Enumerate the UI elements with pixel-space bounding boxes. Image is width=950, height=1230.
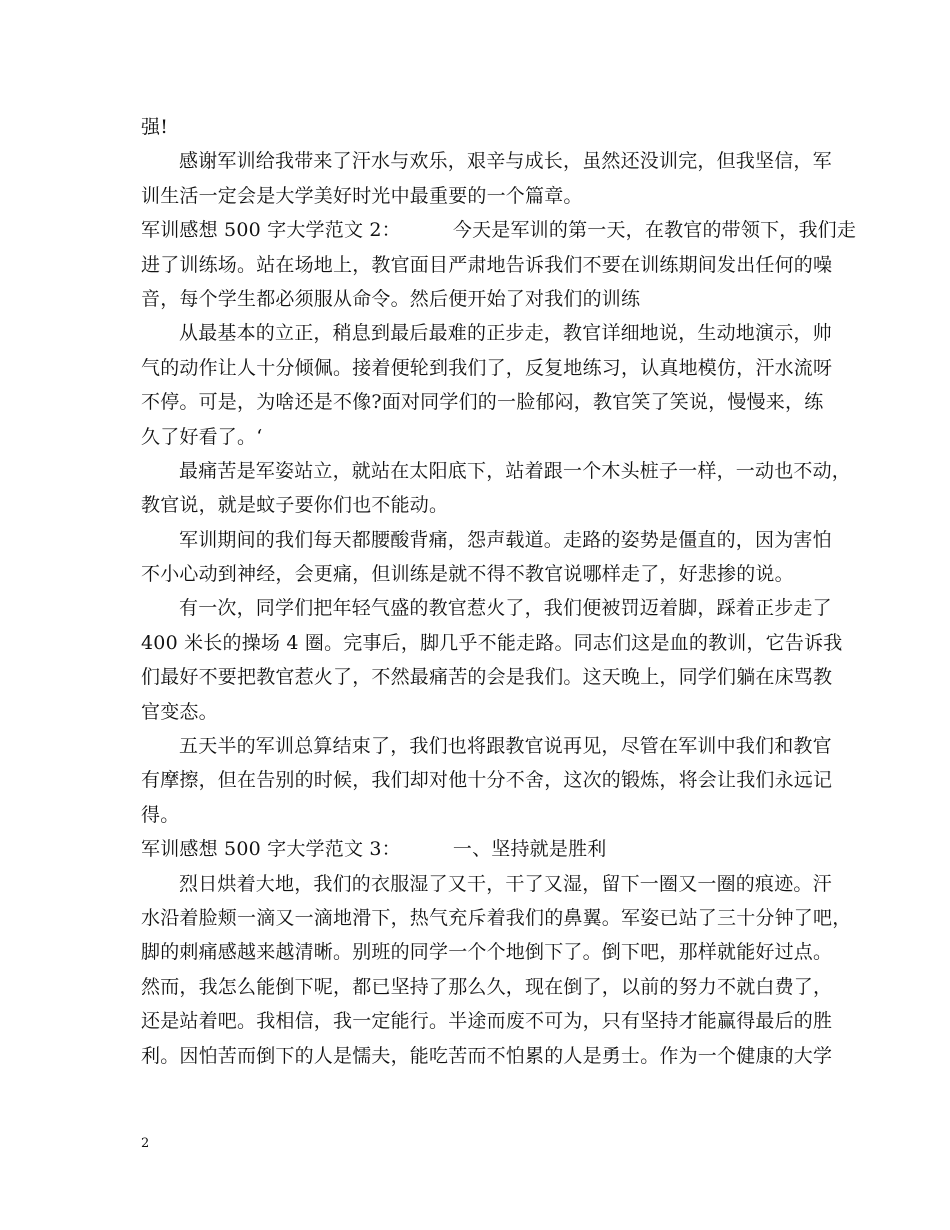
text-line-19: 五天半的军训总算结束了，我们也将跟教官说再见，尽管在军训中我们和教官 xyxy=(179,735,832,758)
text-line-9: 不停。可是，为啥还是不像?面对同学们的一脸郁闷，教官笑了笑说，慢慢来，练 xyxy=(141,391,824,414)
text-line-18: 官变态。 xyxy=(141,700,218,723)
page-number: 2 xyxy=(141,1136,150,1151)
text-line-15: 有一次，同学们把年轻气盛的教官惹火了，我们便被罚迈着脚，踩着正步走了 xyxy=(179,597,832,620)
section-heading-3-subtitle: 一、坚持就是胜利 xyxy=(452,838,607,861)
text-line-17: 们最好不要把教官惹火了，不然最痛苦的会是我们。这天晚上，同学们躺在床骂教 xyxy=(141,666,833,689)
text-line-1: 强! xyxy=(141,116,169,138)
text-line-11: 最痛苦是军姿站立，就站在太阳底下，站着跟一个木头桩子一样，一动也不动， xyxy=(179,459,852,482)
text-line-14: 不小心动到神经，会更痛，但训练是就不得不教官说哪样走了，好悲掺的说。 xyxy=(141,563,794,586)
text-line-7: 从最基本的立正，稍息到最后最难的正步走，教官详细地说，生动地演示，帅 xyxy=(179,322,832,345)
text-line-2: 感谢军训给我带来了汗水与欢乐，艰辛与成长，虽然还没训完，但我坚信，军 xyxy=(179,150,832,173)
section-heading-2 xyxy=(141,213,857,247)
text-line-24: 水沿着脸颊一滴又一滴地滑下，热气充斥着我们的鼻翼。军姿已站了三十分钟了吧， xyxy=(141,906,852,929)
text-line-27: 还是站着吧。我相信，我一定能行。半途而废不可为，只有坚持才能赢得最后的胜 xyxy=(141,1010,833,1033)
text-line-3: 训生活一定会是大学美好时光中最重要的一个篇章。 xyxy=(141,184,583,207)
section-heading-3 xyxy=(141,832,821,866)
section-heading-3-title: 军训感想 500 字大学范文 3： xyxy=(141,838,401,861)
text-line-12: 教官说，就是蚊子要你们也不能动。 xyxy=(141,494,449,517)
text-line-10: 久了好看了。‘ xyxy=(141,425,263,448)
text-line-28: 利。因怕苦而倒下的人是懦夫，能吃苦而不怕累的人是勇士。作为一个健康的大学 xyxy=(141,1044,833,1067)
text-line-21: 得。 xyxy=(141,803,180,826)
section-heading-2-continuation: 今天是军训的第一天，在教官的带领下，我们走 xyxy=(452,219,857,242)
text-line-8: 气的动作让人十分倾佩。接着便轮到我们了，反复地练习，认真地模仿，汗水流呀 xyxy=(141,356,833,379)
text-line-5: 进了训练场。站在场地上，教官面目严肃地告诉我们不要在训练期间发出任何的噪 xyxy=(141,253,833,276)
text-line-26: 然而，我怎么能倒下呢，都已坚持了那么久，现在倒了，以前的努力不就白费了， xyxy=(141,975,833,998)
document-body xyxy=(141,110,857,1073)
section-heading-2-title: 军训感想 500 字大学范文 2： xyxy=(141,219,401,242)
text-line-23: 烈日烘着大地，我们的衣服湿了又干，干了又湿，留下一圈又一圈的痕迹。汗 xyxy=(179,872,832,895)
text-line-20: 有摩擦，但在告别的时候，我们却对他十分不舍，这次的锻炼，将会让我们永远记 xyxy=(141,769,833,792)
text-line-6: 音，每个学生都必须服从命令。然后便开始了对我们的训练 xyxy=(141,287,641,310)
text-line-25: 脚的刺痛感越来越清晰。别班的同学一个个地倒下了。倒下吧，那样就能好过点。 xyxy=(141,941,833,964)
text-line-13: 军训期间的我们每天都腰酸背痛，怨声载道。走路的姿势是僵直的，因为害怕 xyxy=(179,528,832,551)
text-line-16: 400 米长的操场 4 圈。完事后，脚几乎不能走路。同志们这是血的教训，它告诉我 xyxy=(141,631,843,654)
